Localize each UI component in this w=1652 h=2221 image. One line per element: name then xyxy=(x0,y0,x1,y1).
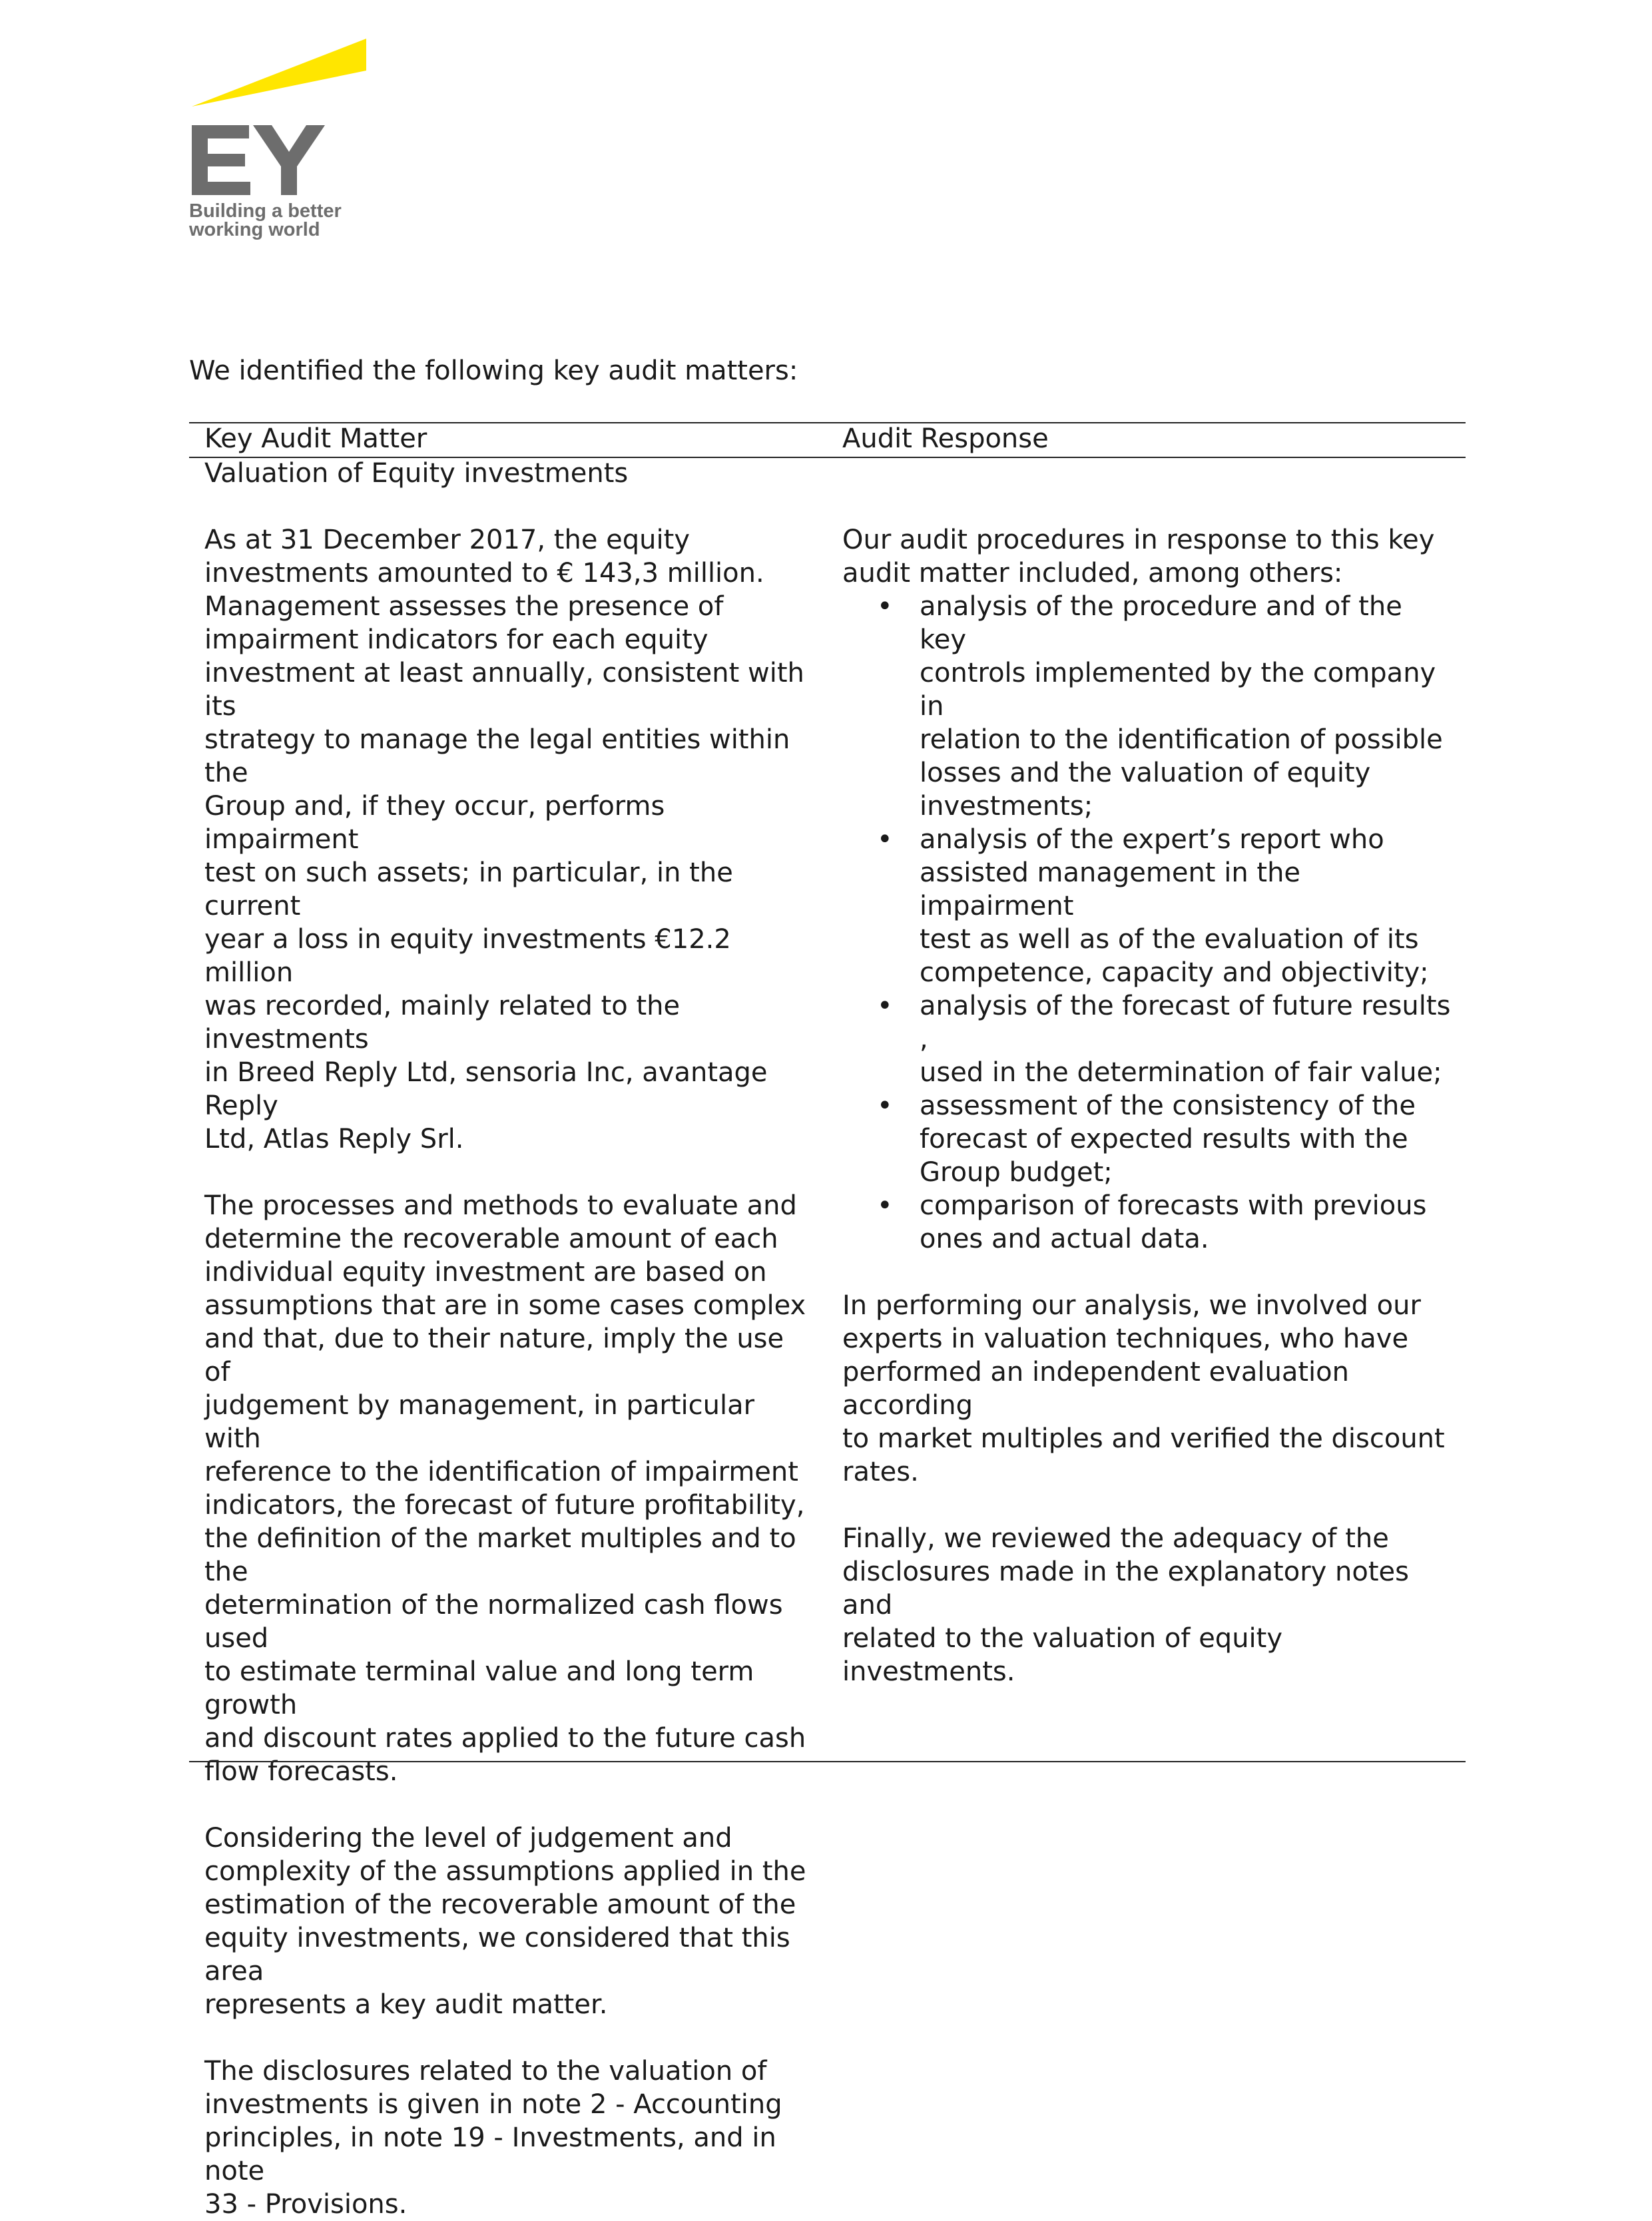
matter-paragraph: As at 31 December 2017, the equity investments amounted to € 143,3 million. Management assesses the presence of impairment indicators for each equity investment at least annually, consistent with its strategy to manage the legal entities within the Group and, if they occur, performs impairment test on such assets; in particular, in the current year a loss in equity investments €12.2 million was recorded, mainly related to the investments in Breed Reply Ltd, sensoria Inc, avantage Reply Ltd, Atlas Reply Srl. xyxy=(204,525,804,1154)
response-intro: Our audit procedures in response to this key audit matter included, among others: xyxy=(842,525,1435,589)
logo-tagline xyxy=(189,202,342,239)
matter-paragraph: The disclosures related to the valuation of investments is given in note 2 - Accounting principles, in note 19 - Investments, and in note 33 - Provisions. xyxy=(204,2056,782,2220)
ey-logo-mark-icon xyxy=(189,39,376,198)
procedure-item: • comparison of forecasts with previous ones and actual data. xyxy=(842,1189,1455,1256)
procedure-item: • analysis of the procedure and of the key controls implemented by the company in relation to the identification of possible losses and the valuation of equity investments; xyxy=(842,590,1455,823)
audit-response-column xyxy=(842,523,1455,1722)
response-paragraph: Finally, we reviewed the adequacy of the disclosures made in the explanatory notes and related to the valuation of equity investments. xyxy=(842,1523,1409,1687)
table-bottom-rule xyxy=(189,1761,1466,1762)
matter-paragraph: The processes and methods to evaluate and determine the recoverable amount of each individual equity investment are based on assumptions that are in some cases complex and that, due to their nature, imply the use of judgement by management, in particular with reference to the identification of impairment indicators, the forecast of future profitability, the definition of the market multiples and to the determination of the normalized cash flows used to estimate terminal value and long term growth and discount rates applied to the future cash flow forecasts. xyxy=(204,1190,806,1787)
intro-text: We identified the following key audit matters: xyxy=(189,356,798,386)
header-audit-response: Audit Response xyxy=(842,423,1049,454)
matter-paragraph: Considering the level of judgement and complexity of the assumptions applied in the estimation of the recoverable amount of the equity investments, we considered that this area represents a key audit matter. xyxy=(204,1823,806,2020)
procedure-item: • analysis of the forecast of future results , used in the determination of fair value; xyxy=(842,989,1455,1089)
ey-logo xyxy=(189,39,376,252)
tagline-line-1: Building a better xyxy=(189,200,342,222)
procedure-item: • analysis of the expert’s report who assisted management in the impairment test as well as of the evaluation of its competence, capacity and objectivity; xyxy=(842,823,1455,989)
tagline-line-2: working world xyxy=(189,219,320,240)
key-audit-matter-column xyxy=(204,457,817,2221)
header-key-audit-matter: Key Audit Matter xyxy=(204,423,427,454)
response-paragraph: In performing our analysis, we involved our experts in valuation techniques, who have performed an independent evaluation according to market multiples and verified the discount rates. xyxy=(842,1290,1445,1487)
matter-subtitle: Valuation of Equity investments xyxy=(204,458,629,489)
procedures-list xyxy=(842,590,1455,1256)
procedure-item: • assessment of the consistency of the forecast of expected results with the Group budget; xyxy=(842,1089,1455,1189)
